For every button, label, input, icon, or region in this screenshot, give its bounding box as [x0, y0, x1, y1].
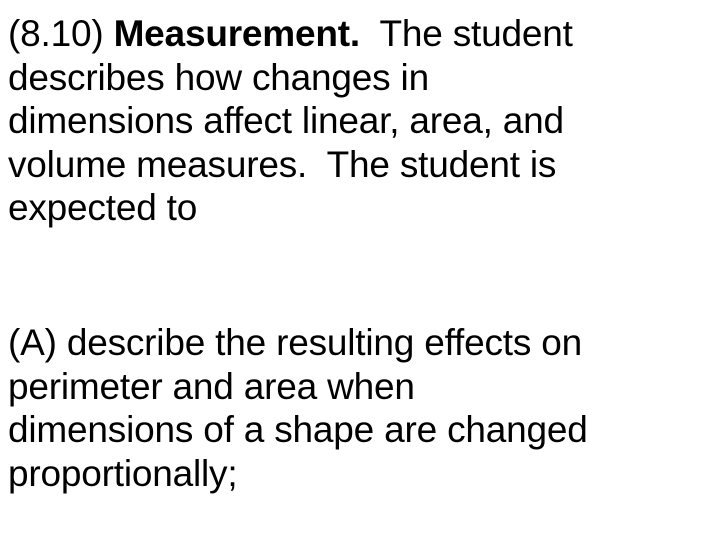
expectation-line-1: describe the resulting effects on	[66, 322, 582, 363]
standard-line-5: expected to	[8, 187, 198, 228]
expectation-label: (A)	[8, 322, 57, 363]
standard-code: (8.10)	[8, 13, 104, 54]
expectation-line-3: dimensions of a shape are changed	[8, 409, 588, 450]
strand-title: Measurement.	[113, 13, 360, 54]
standard-line-1: The student	[379, 13, 573, 54]
expectation-a	[8, 321, 714, 495]
expectation-line-2: perimeter and area when	[8, 365, 415, 407]
standard-statement	[8, 12, 714, 230]
standard-line-3: dimensions affect linear, area, and	[8, 100, 564, 141]
expectation-line-4: proportionally;	[8, 452, 238, 494]
standard-line-4: volume measures. The student is	[8, 143, 557, 185]
standard-line-2: describes how changes in	[8, 56, 429, 98]
